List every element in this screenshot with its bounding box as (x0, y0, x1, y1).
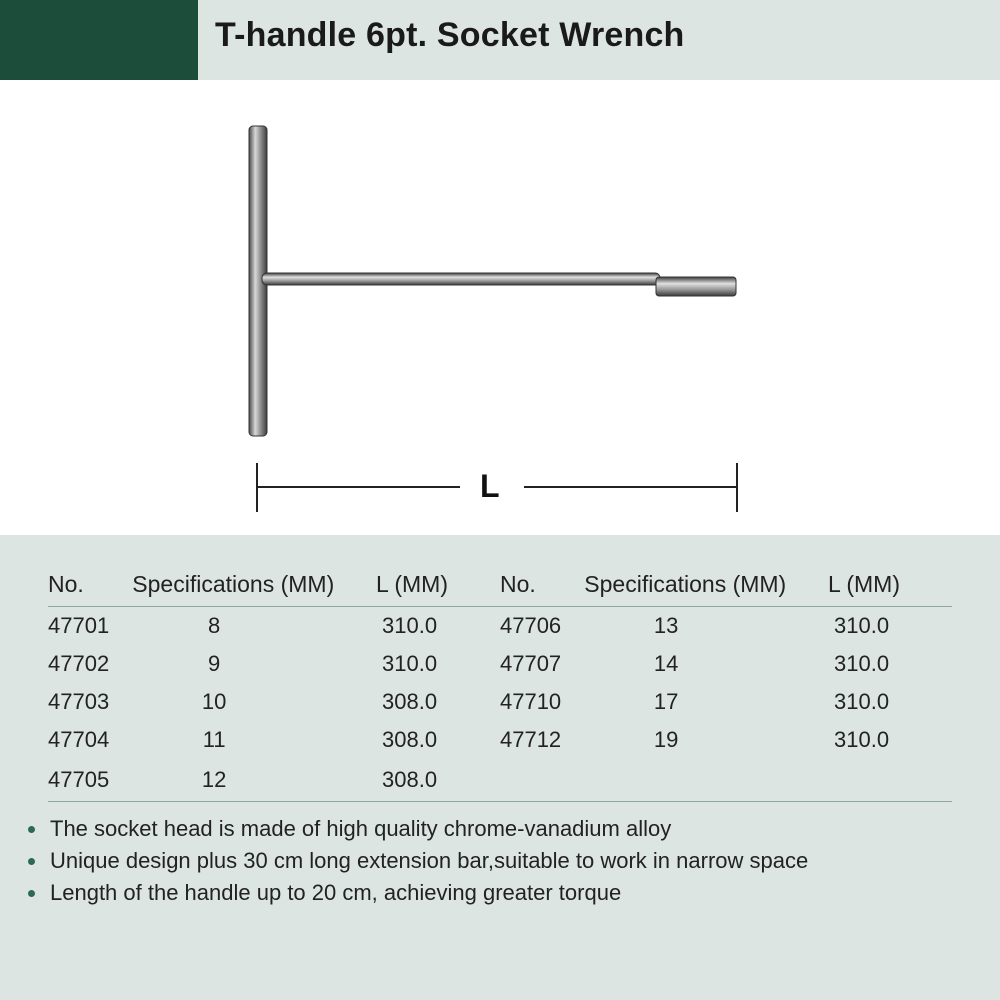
table-row (48, 607, 952, 646)
specifications-table (48, 562, 952, 802)
bullet-dot-icon (28, 858, 35, 865)
length-value: 308.0 (376, 759, 500, 802)
length-value (828, 759, 952, 802)
list-item (28, 846, 978, 878)
part-number: 47703 (48, 689, 110, 714)
column-header-no: No. (500, 562, 584, 607)
part-number: 47707 (499, 651, 562, 676)
table-row (48, 759, 952, 802)
length-value: 310.0 (834, 689, 890, 714)
size-value: 11 (202, 727, 226, 752)
length-value: 310.0 (834, 727, 890, 752)
size-value (584, 759, 828, 802)
page-title: T-handle 6pt. Socket Wrench (215, 16, 685, 54)
table-row (48, 683, 952, 721)
product-image-area (0, 80, 1000, 535)
bullet-dot-icon (28, 890, 35, 897)
size-value: 14 (653, 651, 679, 676)
list-item (28, 814, 978, 846)
feature-text: Unique design plus 30 cm long extension bar,suitable to work in narrow space (50, 848, 809, 873)
table-row (48, 721, 952, 759)
column-header-length: L (MM) (828, 562, 952, 607)
part-number (500, 759, 584, 802)
part-number: 47712 (499, 727, 562, 752)
header-bar (0, 0, 1000, 80)
part-number: 47704 (48, 727, 110, 752)
length-value: 310.0 (382, 613, 438, 638)
length-value: 310.0 (382, 651, 438, 676)
column-header-length: L (MM) (376, 562, 500, 607)
part-number: 47705 (48, 759, 132, 802)
part-number: 47710 (499, 689, 562, 714)
feature-text: Length of the handle up to 20 cm, achieving greater torque (50, 880, 622, 905)
size-value: 10 (201, 689, 227, 714)
table-row (48, 645, 952, 683)
size-value: 9 (208, 651, 221, 676)
size-value: 19 (653, 727, 679, 752)
feature-text: The socket head is made of high quality chrome-vanadium alloy (50, 816, 672, 841)
size-value: 17 (653, 689, 679, 714)
table-header-row (48, 562, 952, 607)
column-header-no: No. (48, 562, 132, 607)
part-number: 47702 (48, 651, 110, 676)
part-number: 47701 (48, 613, 110, 638)
size-value: 12 (132, 759, 376, 802)
size-value: 13 (653, 613, 679, 638)
part-number: 47706 (499, 613, 562, 638)
bullet-dot-icon (28, 826, 35, 833)
t-handle-socket-wrench-icon (0, 80, 1000, 535)
feature-list (28, 814, 978, 910)
size-value: 8 (208, 613, 221, 638)
list-item (28, 878, 978, 910)
length-value: 310.0 (834, 613, 890, 638)
column-header-specifications: Specifications (MM) (132, 562, 376, 607)
header-accent-block (0, 0, 198, 80)
length-value: 308.0 (382, 689, 438, 714)
column-header-specifications: Specifications (MM) (584, 562, 828, 607)
length-value: 310.0 (834, 651, 890, 676)
length-value: 308.0 (382, 727, 438, 752)
dimension-label: L (480, 468, 500, 504)
